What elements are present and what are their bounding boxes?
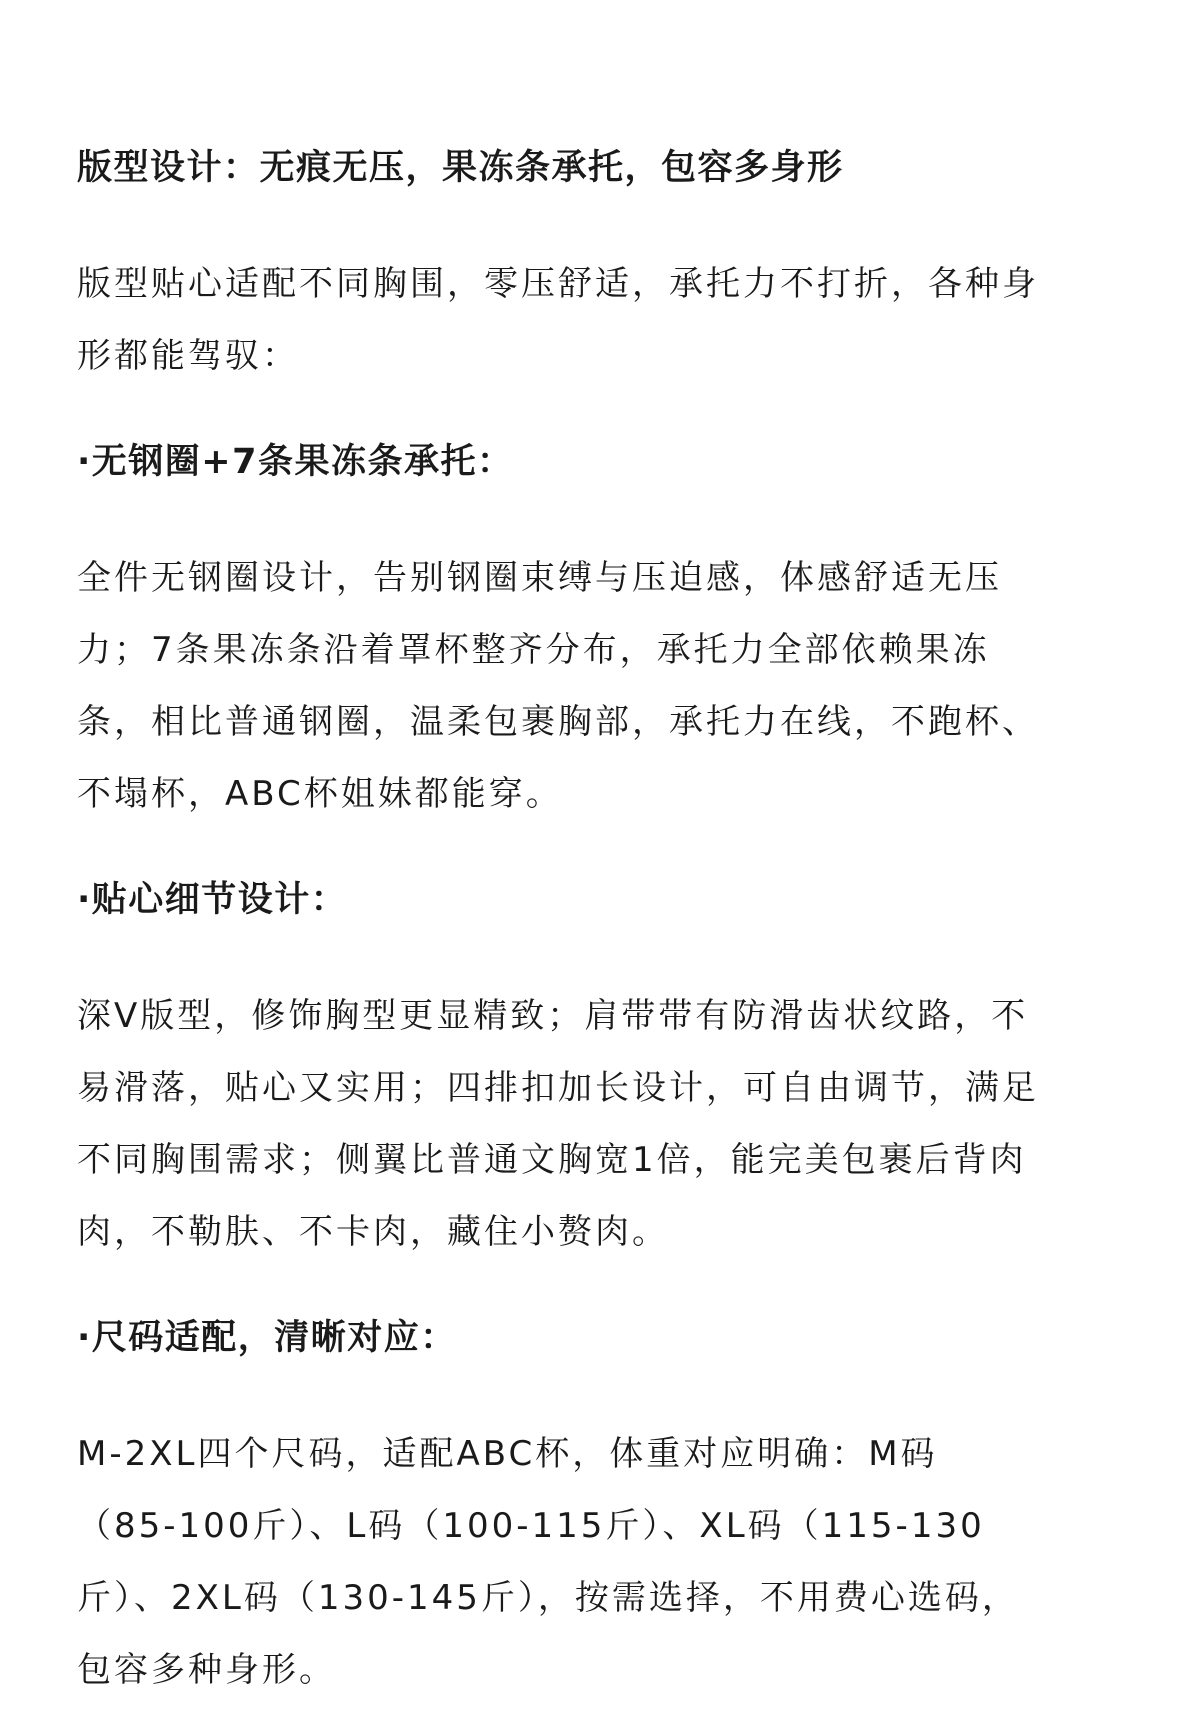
paragraph-size-guide: [77, 1418, 1137, 1706]
text-line: （85-100斤）、L码（100-115斤）、XL码（115-130: [77, 1506, 985, 1546]
text-line: 条，相比普通钢圈，温柔包裹胸部，承托力在线，不跑杯、: [77, 702, 1039, 742]
section-heading-fit-design: 版型设计：无痕无压，果冻条承托，包容多身形: [77, 148, 844, 188]
paragraph-fit-design: [77, 248, 1137, 392]
paragraph-detail-design: [77, 980, 1137, 1268]
text-line: 形都能驾驭：: [77, 336, 299, 376]
text-line: M-2XL四个尺码，适配ABC杯，体重对应明确：M码: [77, 1434, 938, 1474]
text-line: 斤）、2XL码（130-145斤），按需选择，不用费心选码，: [77, 1578, 1019, 1618]
section-heading-size-guide: ·尺码适配，清晰对应：: [77, 1318, 457, 1358]
text-line: 不塌杯，ABC杯姐妹都能穿。: [77, 774, 563, 814]
text-line: 版型贴心适配不同胸围，零压舒适，承托力不打折，各种身: [77, 264, 1039, 304]
text-line: 肉，不勒肤、不卡肉，藏住小赘肉。: [77, 1212, 669, 1252]
paragraph-wireless-support: [77, 542, 1137, 830]
text-line: 不同胸围需求；侧翼比普通文胸宽1倍，能完美包裹后背肉: [77, 1140, 1027, 1180]
text-line: 力；7条果冻条沿着罩杯整齐分布，承托力全部依赖果冻: [77, 630, 990, 670]
text-line: 深V版型，修饰胸型更显精致；肩带带有防滑齿状纹路，不: [77, 996, 1029, 1036]
article-body: [77, 140, 1137, 1706]
section-heading-detail-design: ·贴心细节设计：: [77, 880, 348, 920]
text-line: 全件无钢圈设计，告别钢圈束缚与压迫感，体感舒适无压: [77, 558, 1002, 598]
text-line: 包容多种身形。: [77, 1650, 336, 1690]
section-heading-wireless-support: ·无钢圈+7条果冻条承托：: [77, 442, 514, 482]
text-line: 易滑落，贴心又实用；四排扣加长设计，可自由调节，满足: [77, 1068, 1039, 1108]
